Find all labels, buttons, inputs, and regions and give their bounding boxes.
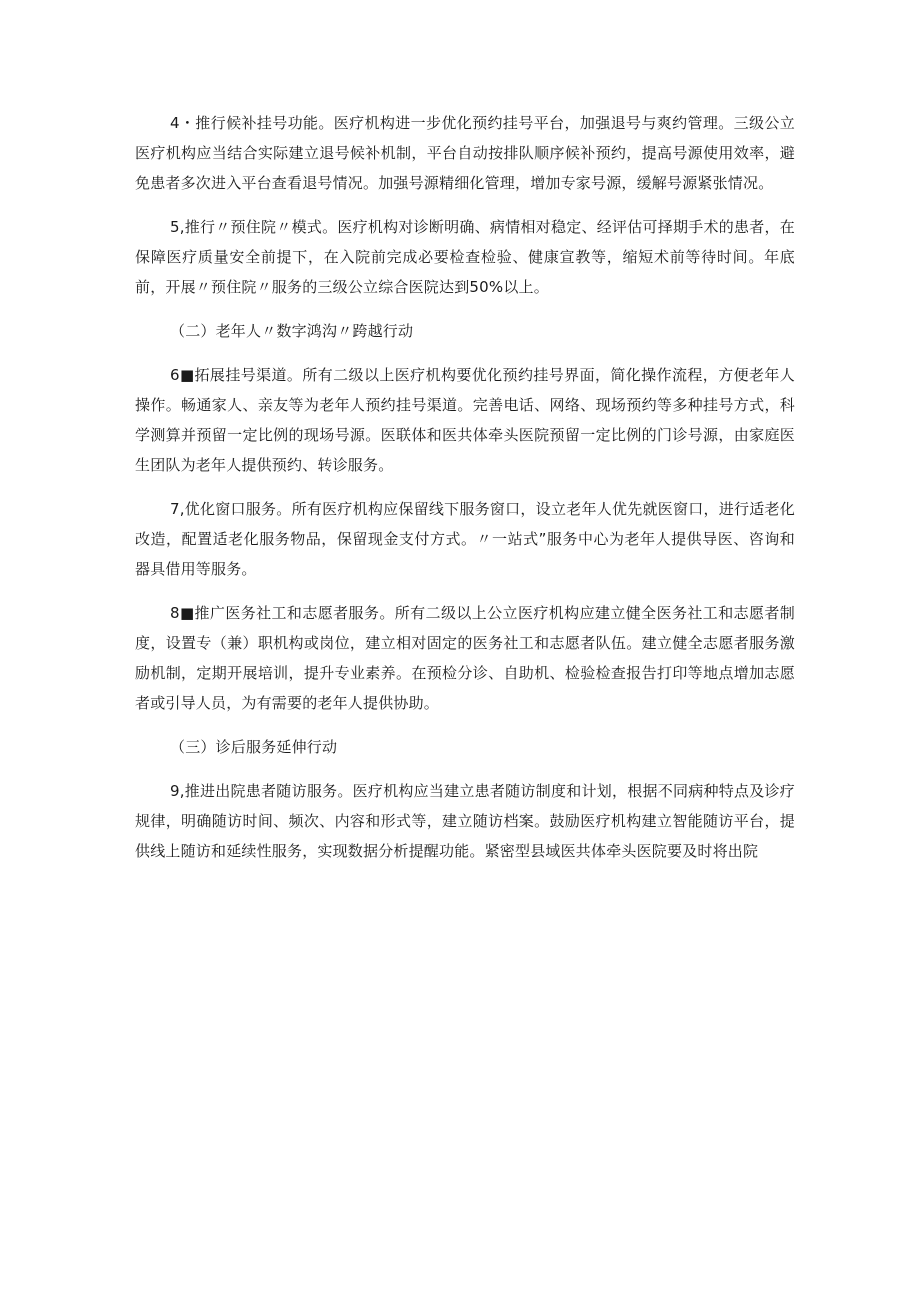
paragraph-item-8: 8■推广医务社工和志愿者服务。所有二级以上公立医疗机构应建立健全医务社工和志愿者制度，设置专（兼）职机构或岗位，建立相对固定的医务社工和志愿者队伍。建立健全志愿者服务激励机制，定期开展培训，提升专业素养。在预检分诊、自助机、检验检查报告打印等地点增加志愿者或引导人员，为有需要的老年人提供协助。 — [135, 604, 795, 712]
section-heading-3: （三）诊后服务延伸行动 — [170, 738, 338, 756]
paragraph-item-7: 7,优化窗口服务。所有医疗机构应保留线下服务窗口，设立老年人优先就医窗口，进行适老化改造，配置适老化服务物品，保留现金支付方式。〃一站式”服务中心为老年人提供导医、咨询和器具借用等服务。 — [135, 500, 795, 578]
document-body — [135, 108, 795, 866]
paragraph-item-4: 4・推行候补挂号功能。医疗机构进一步优化预约挂号平台，加强退号与爽约管理。三级公立医疗机构应当结合实际建立退号候补机制，平台自动按排队顺序候补预约，提高号源使用效率，避免患者多次进入平台查看退号情况。加强号源精细化管理，增加专家号源，缓解号源紧张情况。 — [135, 114, 795, 192]
paragraph-item-6: 6■拓展挂号渠道。所有二级以上医疗机构要优化预约挂号界面，简化操作流程，方便老年人操作。畅通家人、亲友等为老年人预约挂号渠道。完善电话、网络、现场预约等多种挂号方式，科学测算并预留一定比例的现场号源。医联体和医共体牵头医院预留一定比例的门诊号源，由家庭医生团队为老年人提供预约、转诊服务。 — [135, 366, 795, 474]
paragraph-item-5: 5,推行〃预住院〃模式。医疗机构对诊断明确、病情相对稳定、经评估可择期手术的患者，在保障医疗质量安全前提下，在入院前完成必要检查检验、健康宣教等，缩短术前等待时间。年底前，开展〃预住院〃服务的三级公立综合医院达到50%以上。 — [135, 218, 795, 296]
paragraph-item-9: 9,推进出院患者随访服务。医疗机构应当建立患者随访制度和计划，根据不同病种特点及诊疗规律，明确随访时间、频次、内容和形式等，建立随访档案。鼓励医疗机构建立智能随访平台，提供线上随访和延续性服务，实现数据分析提醒功能。紧密型县域医共体牵头医院要及时将出院 — [135, 782, 795, 860]
section-heading-2: （二）老年人〃数字鸿沟〃跨越行动 — [170, 322, 414, 340]
